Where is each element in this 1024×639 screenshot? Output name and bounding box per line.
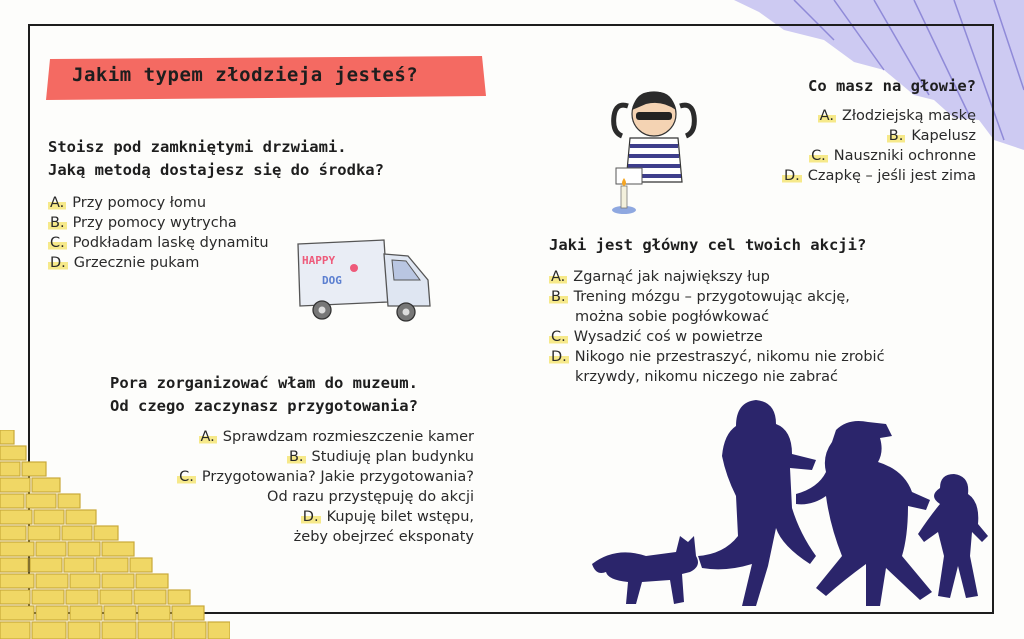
answer-item-continuation: żeby obejrzeć eksponaty — [293, 529, 474, 545]
question-4-line-2: Od czego zaczynasz przygotowania? — [110, 397, 418, 415]
answer-item: C. Podkładam laskę dynamitu — [50, 235, 269, 251]
answer-item: A. Zgarnąć jak największy łup — [551, 269, 770, 285]
question-4-answers — [177, 427, 474, 547]
answer-item: C. Nauszniki ochronne — [811, 148, 976, 164]
question-2-line-1: Co masz na głowie? — [808, 77, 976, 95]
thief-silhouettes-illustration — [586, 396, 990, 610]
page-title: Jakim typem złodzieja jesteś? — [72, 64, 419, 86]
question-1-line-1: Stoisz pod zamkniętymi drzwiami. — [48, 138, 347, 156]
answer-item-continuation: krzywdy, nikomu niczego nie zabrać — [575, 369, 838, 385]
question-3-answers — [549, 267, 885, 387]
question-4 — [110, 372, 418, 418]
girl-with-candle-illustration — [606, 86, 702, 216]
answer-item: D. Kupuję bilet wstępu, — [302, 509, 474, 525]
answer-item: D. Czapkę – jeśli jest zima — [783, 168, 976, 184]
answer-item: A. Sprawdzam rozmieszczenie kamer — [200, 429, 474, 445]
question-4-line-1: Pora zorganizować włam do muzeum. — [110, 374, 418, 392]
question-2-answers — [782, 106, 976, 186]
question-3-line-1: Jaki jest główny cel twoich akcji? — [549, 236, 867, 254]
answer-item: B. Studiuję plan budynku — [288, 449, 474, 465]
answer-item: D. Nikogo nie przestraszyć, nikomu nie zrobić — [551, 349, 885, 365]
answer-item: A. Przy pomocy łomu — [50, 195, 207, 211]
answer-item: B. Kapelusz — [888, 128, 976, 144]
answer-item: B. Przy pomocy wytrycha — [50, 215, 237, 231]
truck-illustration — [292, 236, 434, 328]
question-1 — [48, 136, 384, 182]
answer-item: D. Grzecznie pukam — [50, 255, 200, 271]
answer-item: B. Trening mózgu – przygotowując akcję, — [551, 289, 850, 305]
answer-item-continuation: Od razu przystępuję do akcji — [267, 489, 474, 505]
question-1-line-2: Jaką metodą dostajesz się do środka? — [48, 161, 384, 179]
answer-item: A. Złodziejską maskę — [819, 108, 976, 124]
answer-item-continuation: można sobie pogłówkować — [575, 309, 770, 325]
truck-text-dog: DOG — [322, 274, 342, 287]
answer-item: C. Przygotowania? Jakie przygotowania? — [179, 469, 474, 485]
question-2 — [808, 75, 976, 98]
question-3 — [549, 234, 866, 257]
truck-text-happy: HAPPY — [302, 254, 336, 267]
question-1-answers — [48, 193, 269, 273]
answer-item: C. Wysadzić coś w powietrze — [551, 329, 763, 345]
